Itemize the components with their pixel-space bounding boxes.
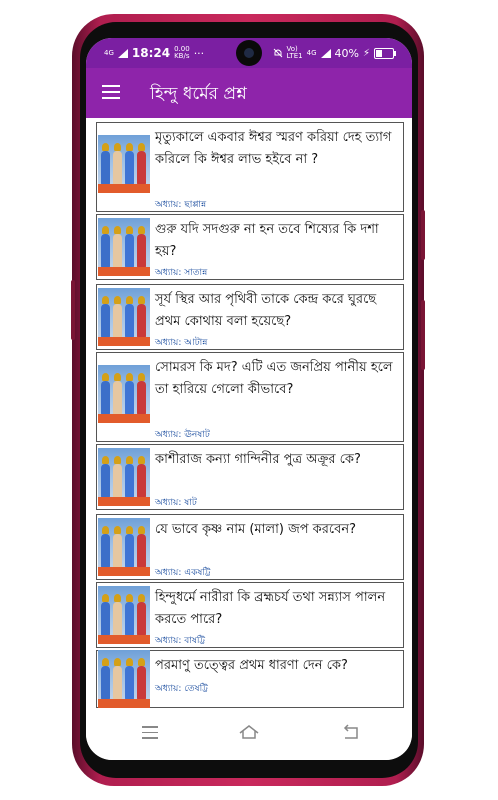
list-item[interactable] — [96, 284, 404, 350]
deity-thumbnail — [98, 218, 150, 276]
list-item[interactable] — [96, 444, 404, 510]
question-text: গুরু যদি সদগুরু না হন তবে শিষ্যের কি দশা হয়? — [155, 222, 379, 259]
home-icon[interactable] — [238, 724, 260, 740]
signal-icon — [118, 49, 128, 58]
speed-value: 0.00 — [174, 45, 190, 53]
recent-apps-icon[interactable] — [142, 726, 158, 738]
network-indicator: 4G — [104, 48, 114, 57]
network-indicator-2: 4G — [306, 48, 317, 57]
chapter-label: অধ্যায়: বাষট্টি — [155, 636, 206, 646]
more-indicator: ··· — [193, 46, 205, 60]
volte-indicator: Vo) — [286, 45, 298, 53]
charging-icon: ⚡ — [362, 47, 370, 59]
question-text: সূর্য স্থির আর পৃথিবী তাকে কেন্দ্র করে ঘুরছে প্রথম কোথায় বলা হয়েছে? — [155, 292, 377, 329]
signal-icon-2 — [321, 49, 331, 58]
side-button — [71, 280, 75, 340]
list-item[interactable] — [96, 352, 404, 442]
status-bar — [86, 38, 412, 68]
navigation-bar — [86, 714, 412, 760]
list-item[interactable] — [96, 122, 404, 212]
chapter-label: অধ্যায়: তেষট্টি — [155, 684, 208, 694]
battery-percent: 40% — [334, 46, 359, 60]
chapter-label: অধ্যায়: ষাট — [155, 498, 197, 508]
power-button — [421, 210, 425, 260]
chapter-label: অধ্যায়: একষট্টি — [155, 568, 211, 578]
question-text: মৃত্যুকালে একবার ঈশ্বর স্মরণ করিয়া দেহ ত্যাগ করিলে কি ঈশ্বর লাভ হইবে না ? — [155, 130, 392, 167]
list-item[interactable] — [96, 514, 404, 580]
deity-thumbnail — [98, 135, 150, 193]
chapter-label: অধ্যায়: ঊনষাট — [155, 430, 210, 440]
menu-icon[interactable] — [102, 85, 120, 99]
question-text: পরমাণু তত্ত্বের প্রথম ধারণা দেন কে? — [155, 658, 348, 673]
phone-screen — [86, 38, 412, 760]
clock: 18:24 — [131, 46, 171, 60]
deity-thumbnail — [98, 365, 150, 423]
deity-thumbnail — [98, 518, 150, 576]
chapter-label: অধ্যায়: আটান্ন — [155, 338, 208, 348]
mute-icon — [273, 48, 283, 58]
battery-icon — [374, 48, 394, 59]
chapter-label: অধ্যায়: সাতান্ন — [155, 268, 208, 278]
speed-unit: KB/s — [174, 52, 190, 60]
question-text: যে ভাবে কৃষ্ণ নাম (মালা) জপ করবেন? — [155, 522, 357, 537]
deity-thumbnail — [98, 586, 150, 644]
question-text: সোমরস কি মদ? এটি এত জনপ্রিয় পানীয় হলে তা হারিয়ে গেলো কীভাবে? — [155, 360, 393, 397]
back-icon[interactable] — [342, 724, 360, 740]
front-camera — [236, 40, 262, 66]
list-item[interactable] — [96, 650, 404, 708]
lte-indicator: LTE1 — [286, 52, 303, 60]
app-bar — [86, 68, 412, 118]
deity-thumbnail — [98, 448, 150, 506]
question-text: হিন্দুধর্মে নারীরা কি ব্রহ্মচর্য তথা সন্ন্যাস পালন করতে পারে? — [155, 590, 386, 627]
question-text: কাশীরাজ কন্যা গান্দিনীর পুত্র অক্রূর কে? — [155, 452, 361, 467]
list-item[interactable] — [96, 214, 404, 280]
list-item[interactable] — [96, 582, 404, 648]
deity-thumbnail — [98, 288, 150, 346]
chapter-label: অধ্যায়: ছাপ্পান্ন — [155, 200, 207, 210]
deity-thumbnail — [98, 650, 150, 708]
volume-button — [421, 300, 425, 370]
page-title: হিন্দু ধর্মের প্রশ্ন — [150, 84, 247, 104]
